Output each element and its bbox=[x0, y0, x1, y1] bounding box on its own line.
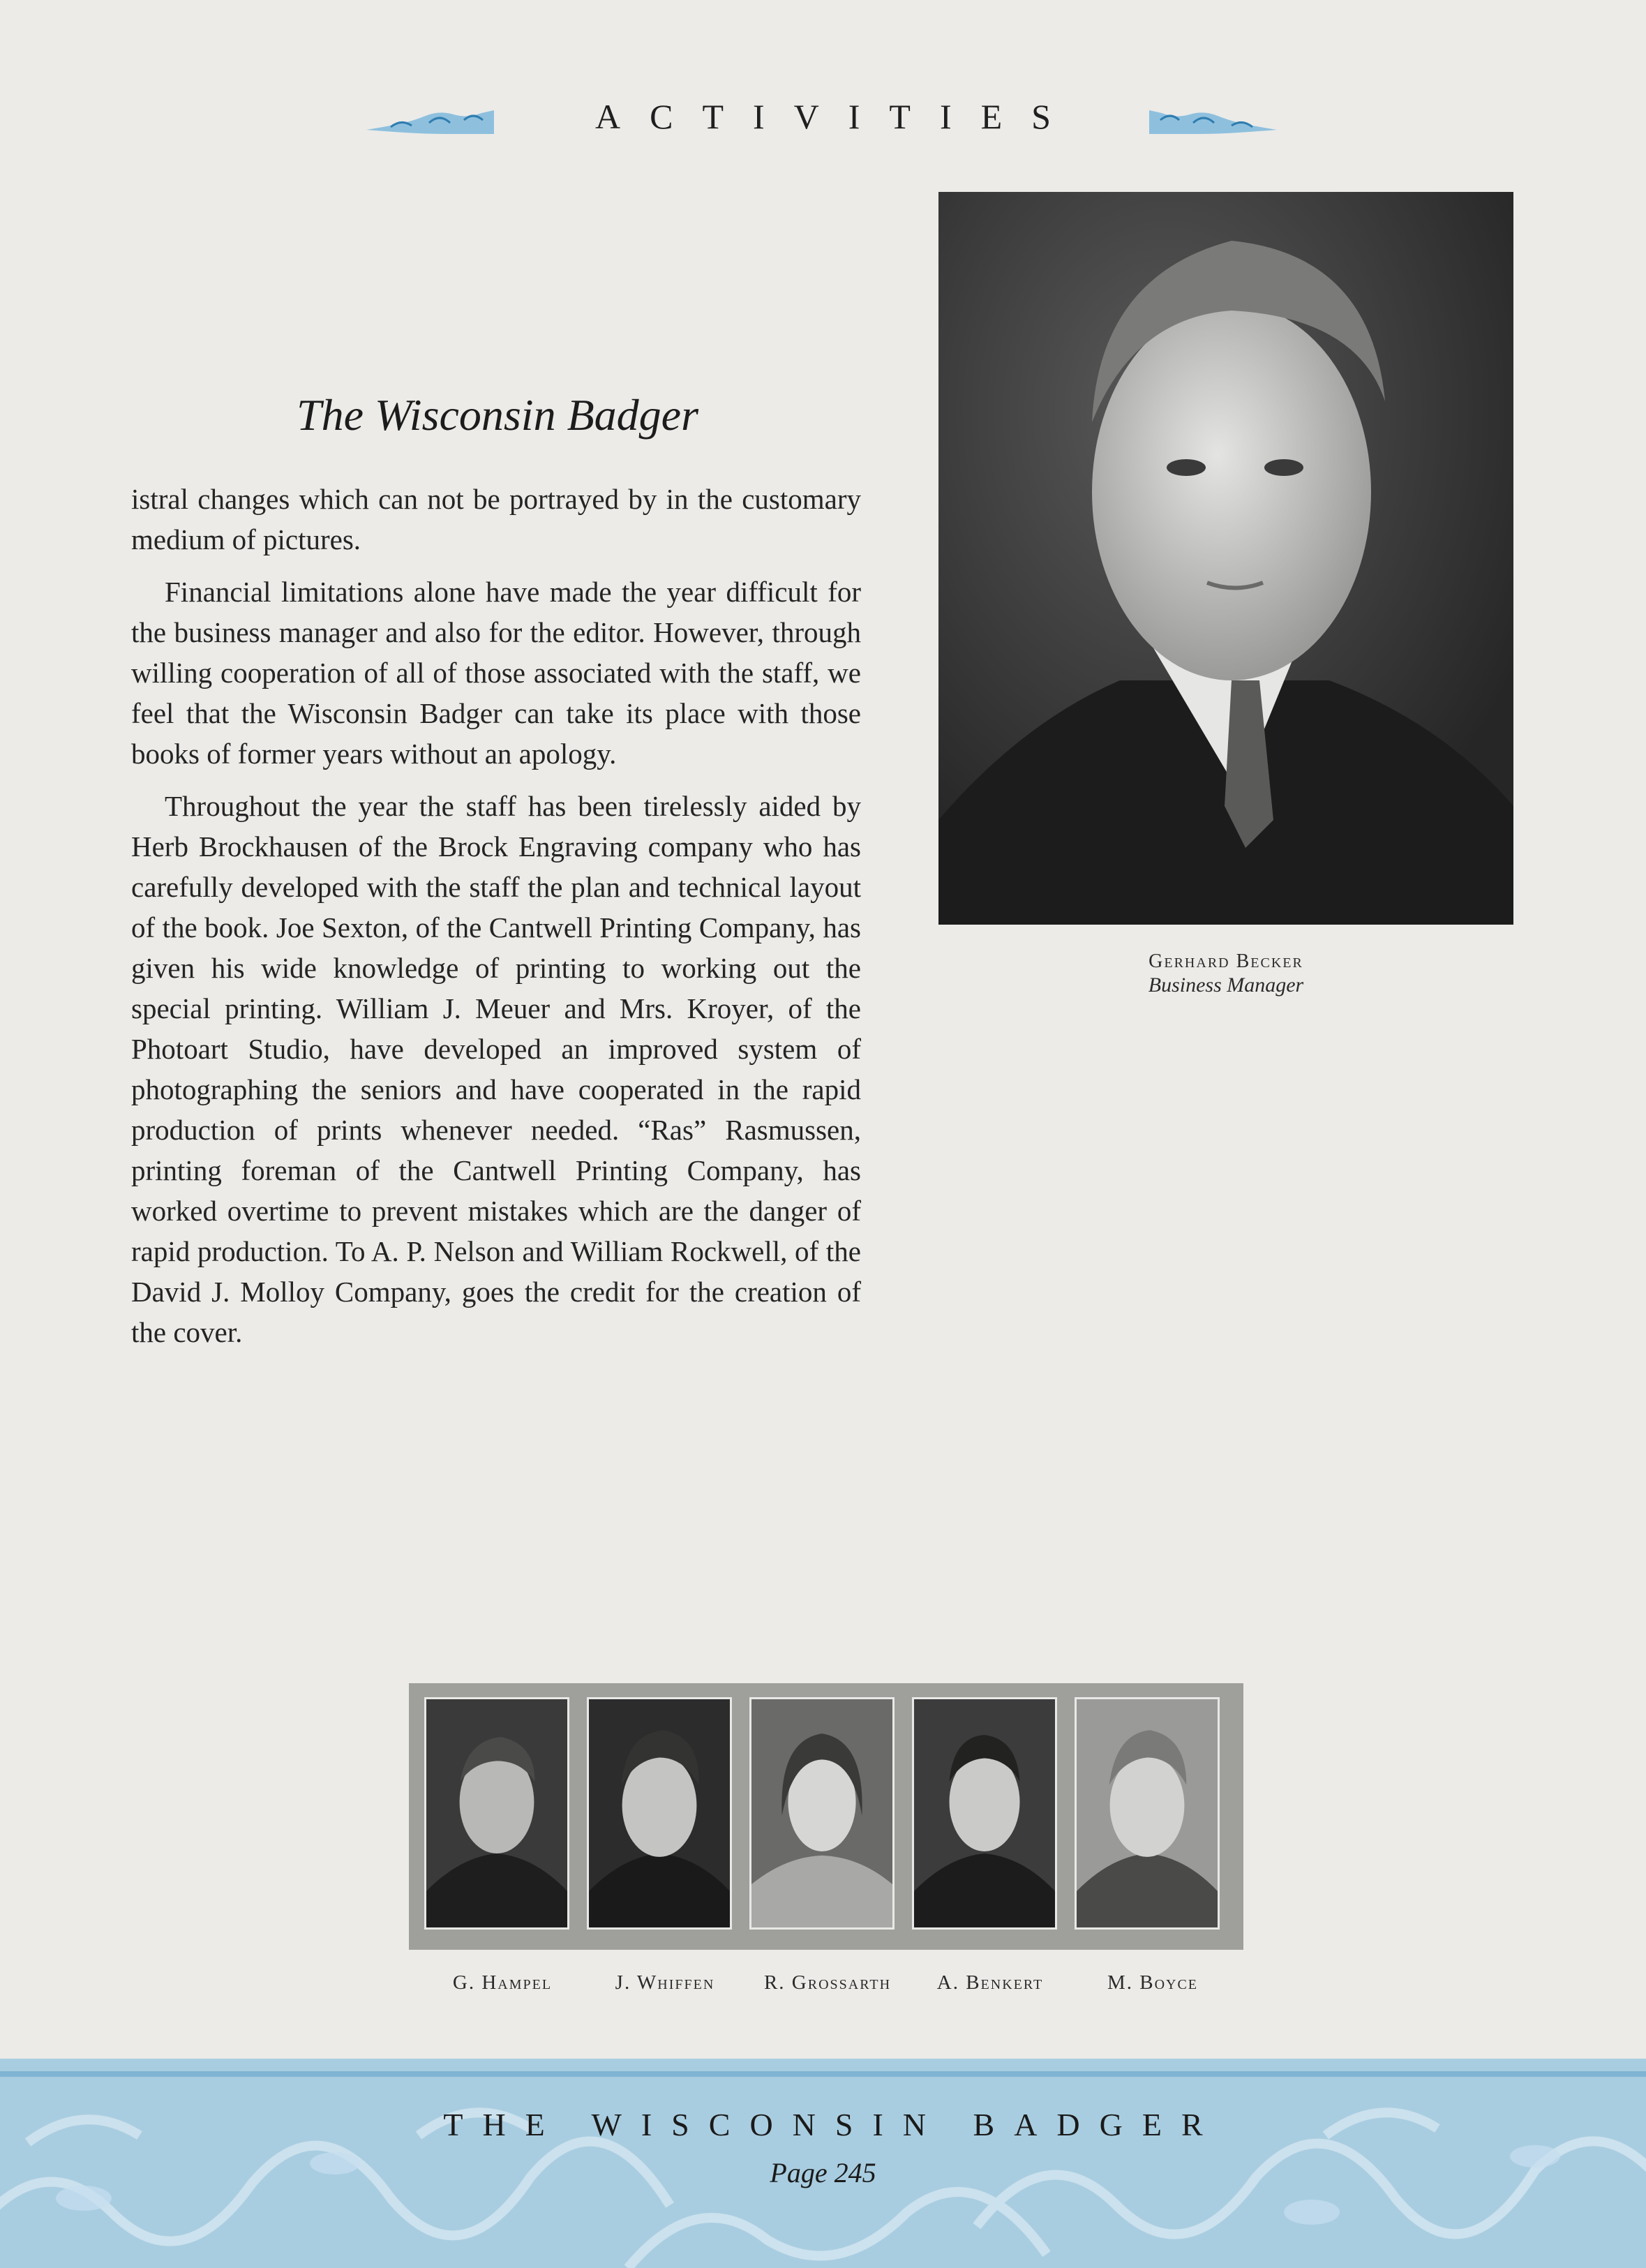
staff-name: A. Benkert bbox=[936, 1971, 1044, 1994]
staff-name: G. Hampel bbox=[452, 1971, 553, 1994]
portrait-role: Business Manager bbox=[1148, 973, 1304, 997]
article-paragraph: istral changes which can not be portrayed by in the customary medium of pictures. bbox=[131, 483, 861, 555]
section-title: ACTIVITIES bbox=[595, 97, 1080, 136]
staff-photo-strip bbox=[409, 1683, 1243, 1950]
page-header bbox=[0, 96, 1646, 138]
staff-name: M. Boyce bbox=[1107, 1971, 1199, 1994]
page-number: Page 245 bbox=[770, 2157, 876, 2188]
page-footer bbox=[0, 2059, 1646, 2268]
staff-photo bbox=[587, 1697, 732, 1930]
footer-rule bbox=[0, 2071, 1646, 2077]
staff-photo bbox=[1075, 1697, 1220, 1930]
staff-photo bbox=[912, 1697, 1057, 1930]
portrait-name: Gerhard Becker bbox=[1149, 950, 1303, 972]
staff-photo bbox=[749, 1697, 895, 1930]
staff-name: R. Grossarth bbox=[763, 1971, 892, 1994]
article-body bbox=[131, 479, 861, 1364]
publication-title: THE WISCONSIN BADGER bbox=[443, 2107, 1222, 2142]
article-paragraph: Throughout the year the staff has been tirelessly aided by Herb Brockhausen of the Brock Engraving company who has carefully developed with the staff the plan and technical layout of the book. Joe Sexton, of the Cantwell Printing Company, has given his wide knowledge of printing to working out the special printing. William J. Meuer and Mrs. Kroyer, of the Photoart Studio, have developed an improved system of photographing the seniors and have cooperated in the rapid production of prints whenever needed. “Ras” Rasmussen, printing foreman of the Cantwell Printing Company, has worked overtime to prevent mistakes which are the danger of rapid production. To A. P. Nelson and William Rockwell, of the David J. Molloy Company, goes the credit for the creation of the cover. bbox=[131, 790, 861, 1348]
article-paragraph: Financial limitations alone have made the year difficult for the business manager and also for the editor. However, through willing cooperation of all of those associated with the staff, we feel that the Wisconsin Badger can take its place with those books of former years without an apology. bbox=[131, 576, 861, 770]
scroll-ornament-icon bbox=[1148, 106, 1280, 137]
staff-name: J. Whiffen bbox=[615, 1971, 715, 1994]
article-title: The Wisconsin Badger bbox=[297, 390, 698, 440]
portrait-photo bbox=[938, 192, 1513, 925]
staff-photo bbox=[424, 1697, 569, 1930]
